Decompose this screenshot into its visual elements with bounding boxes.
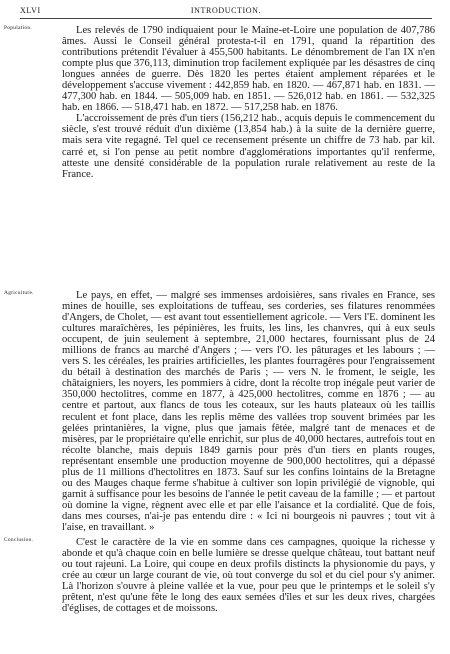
paragraph: C'est le caractère de la vie en somme dans ces campagnes, quoique la richesse y abonde et qu'à chaque coin en belle lumière se dresse quelque château, tout battant neuf ou tout rajeuni. La Loire, qui coupe en deux profils distincts la physionomie du pays, y crée au cœur un large courant de vie, où tout converge du sol et du ciel pour s'y animer. Là l'horizon s'ouvre à pleine vallée et la vue, pour peu que le printemps et le soleil s'y prêtent, n'est qu'une fête le long des eaux semées d'îles et sur les deux rives, chargées d'églises, de cottages et de moissons. — [62, 537, 435, 615]
paragraph: Le pays, en effet, — malgré ses immenses ardoisières, sans rivales en France, ses mines de houille, ses exploitations de tuffeau, ses corderies, ses filatures renommées d'Angers, de Cholet, — est avant tout essentiellement agricole. — Vers l'E. dominent les cultures maraîchères, les pépinières, les fruits, les lins, les chanvres, qui à eux seuls occupent, de juin seulement à septembre, 21,000 hectares, fournissant plus de 24 millions de francs au marché d'Angers ; — vers l'O. les pâturages et les labours ; — vers S. les céréales, les prairies artificielles, les plantes fourragères pour l'engraissement du bétail à destination des marchés de Paris ; — vers N. le froment, le seigle, les châtaigniers, les noyers, les pommiers à cidre, dont la récolte trop inégale peut varier de 350,000 hectolitres, comme en 1877, à 425,000 hectolitres, comme en 1876 ; — au centre et partout, aux flancs de tous les coteaux, sur les hauts plateaux où les taillis reculent et font place, dans les replis même des vallées trop souvent brimées par les gelées printanières, la vigne, plus que jamais fêtée, malgré tant de menaces et de misères, par le propriétaire qu'elle enrichit, sur plus de 40,000 hectares, autrefois tout en récolte blanche, mais depuis 1849 garnis pour près d'un tiers en plants rouges, représentant ensemble une production moyenne de 900,000 hectolitres, qui a dépassé plus de 11 millions d'hectolitres en 1873. Sauf sur les confins lointains de la Bretagne ou des Mauges chaque ferme s'habitue à cultiver son lopin privilégié de vignoble, qui garnit à suffisance pour les besoins de l'année le petit caveau de la famille ; — et partout où domine la vigne, règnent avec elle et par elle l'aisance et la cordialité. Que de fois, dans mes courses, n'ai-je pas entendu dire : « Ici ni bourgeois ni pauvres ; tout vit à l'aise, en travaillant. » — [62, 290, 435, 533]
paragraph: Les relevés de 1790 indiquaient pour le Maine-et-Loire une population de 407,786 âmes. Aussi le Conseil général protesta-t-il en 1791, quand la répartition des contributions prétendit l'évaluer à 455,500 habitants. Le dénombrement de l'an IX n'en compte plus que 376,113, diminution trop facilement expliquée par les désastres de cinq longues années de guerre. Dès 1820 les pertes étaient amplement réparées et le développement s'accuse vivement : 442,859 hab. en 1820. — 467,871 hab. en 1831. — 477,300 hab. en 1844. — 505,009 hab. en 1851. — 526,012 hab. en 1861. — 532,325 hab. en 1866. — 518,471 hab. en 1872. — 517,258 hab. en 1876. — [62, 25, 435, 114]
page-number: XLVI — [20, 6, 41, 15]
margin-label-population: Population. — [4, 25, 33, 31]
header-rule — [20, 18, 432, 19]
section-text — [62, 290, 435, 533]
running-title: INTRODUCTION. — [190, 6, 262, 15]
paragraph: L'accroissement de près d'un tiers (156,212 hab., acquis depuis le commencement du siècle, s'est trouvé réduit d'un dixième (13,854 hab.) à la suite de la dernière guerre, mais sera vite regagné. Tel quel ce recensement présente un chiffre de 73 hab. par kil. carré et, si l'on pense au petit nombre d'agglomérations importantes qu'il renferme, atteste une densité considérable de la population rurale relativement au reste de la France. — [62, 113, 435, 180]
margin-label-agriculture: Agriculture. — [4, 290, 34, 296]
margin-label-conclusion: Conclusion. — [4, 537, 34, 543]
section-text — [62, 537, 435, 614]
page-header — [20, 6, 432, 18]
section-text — [62, 25, 435, 180]
